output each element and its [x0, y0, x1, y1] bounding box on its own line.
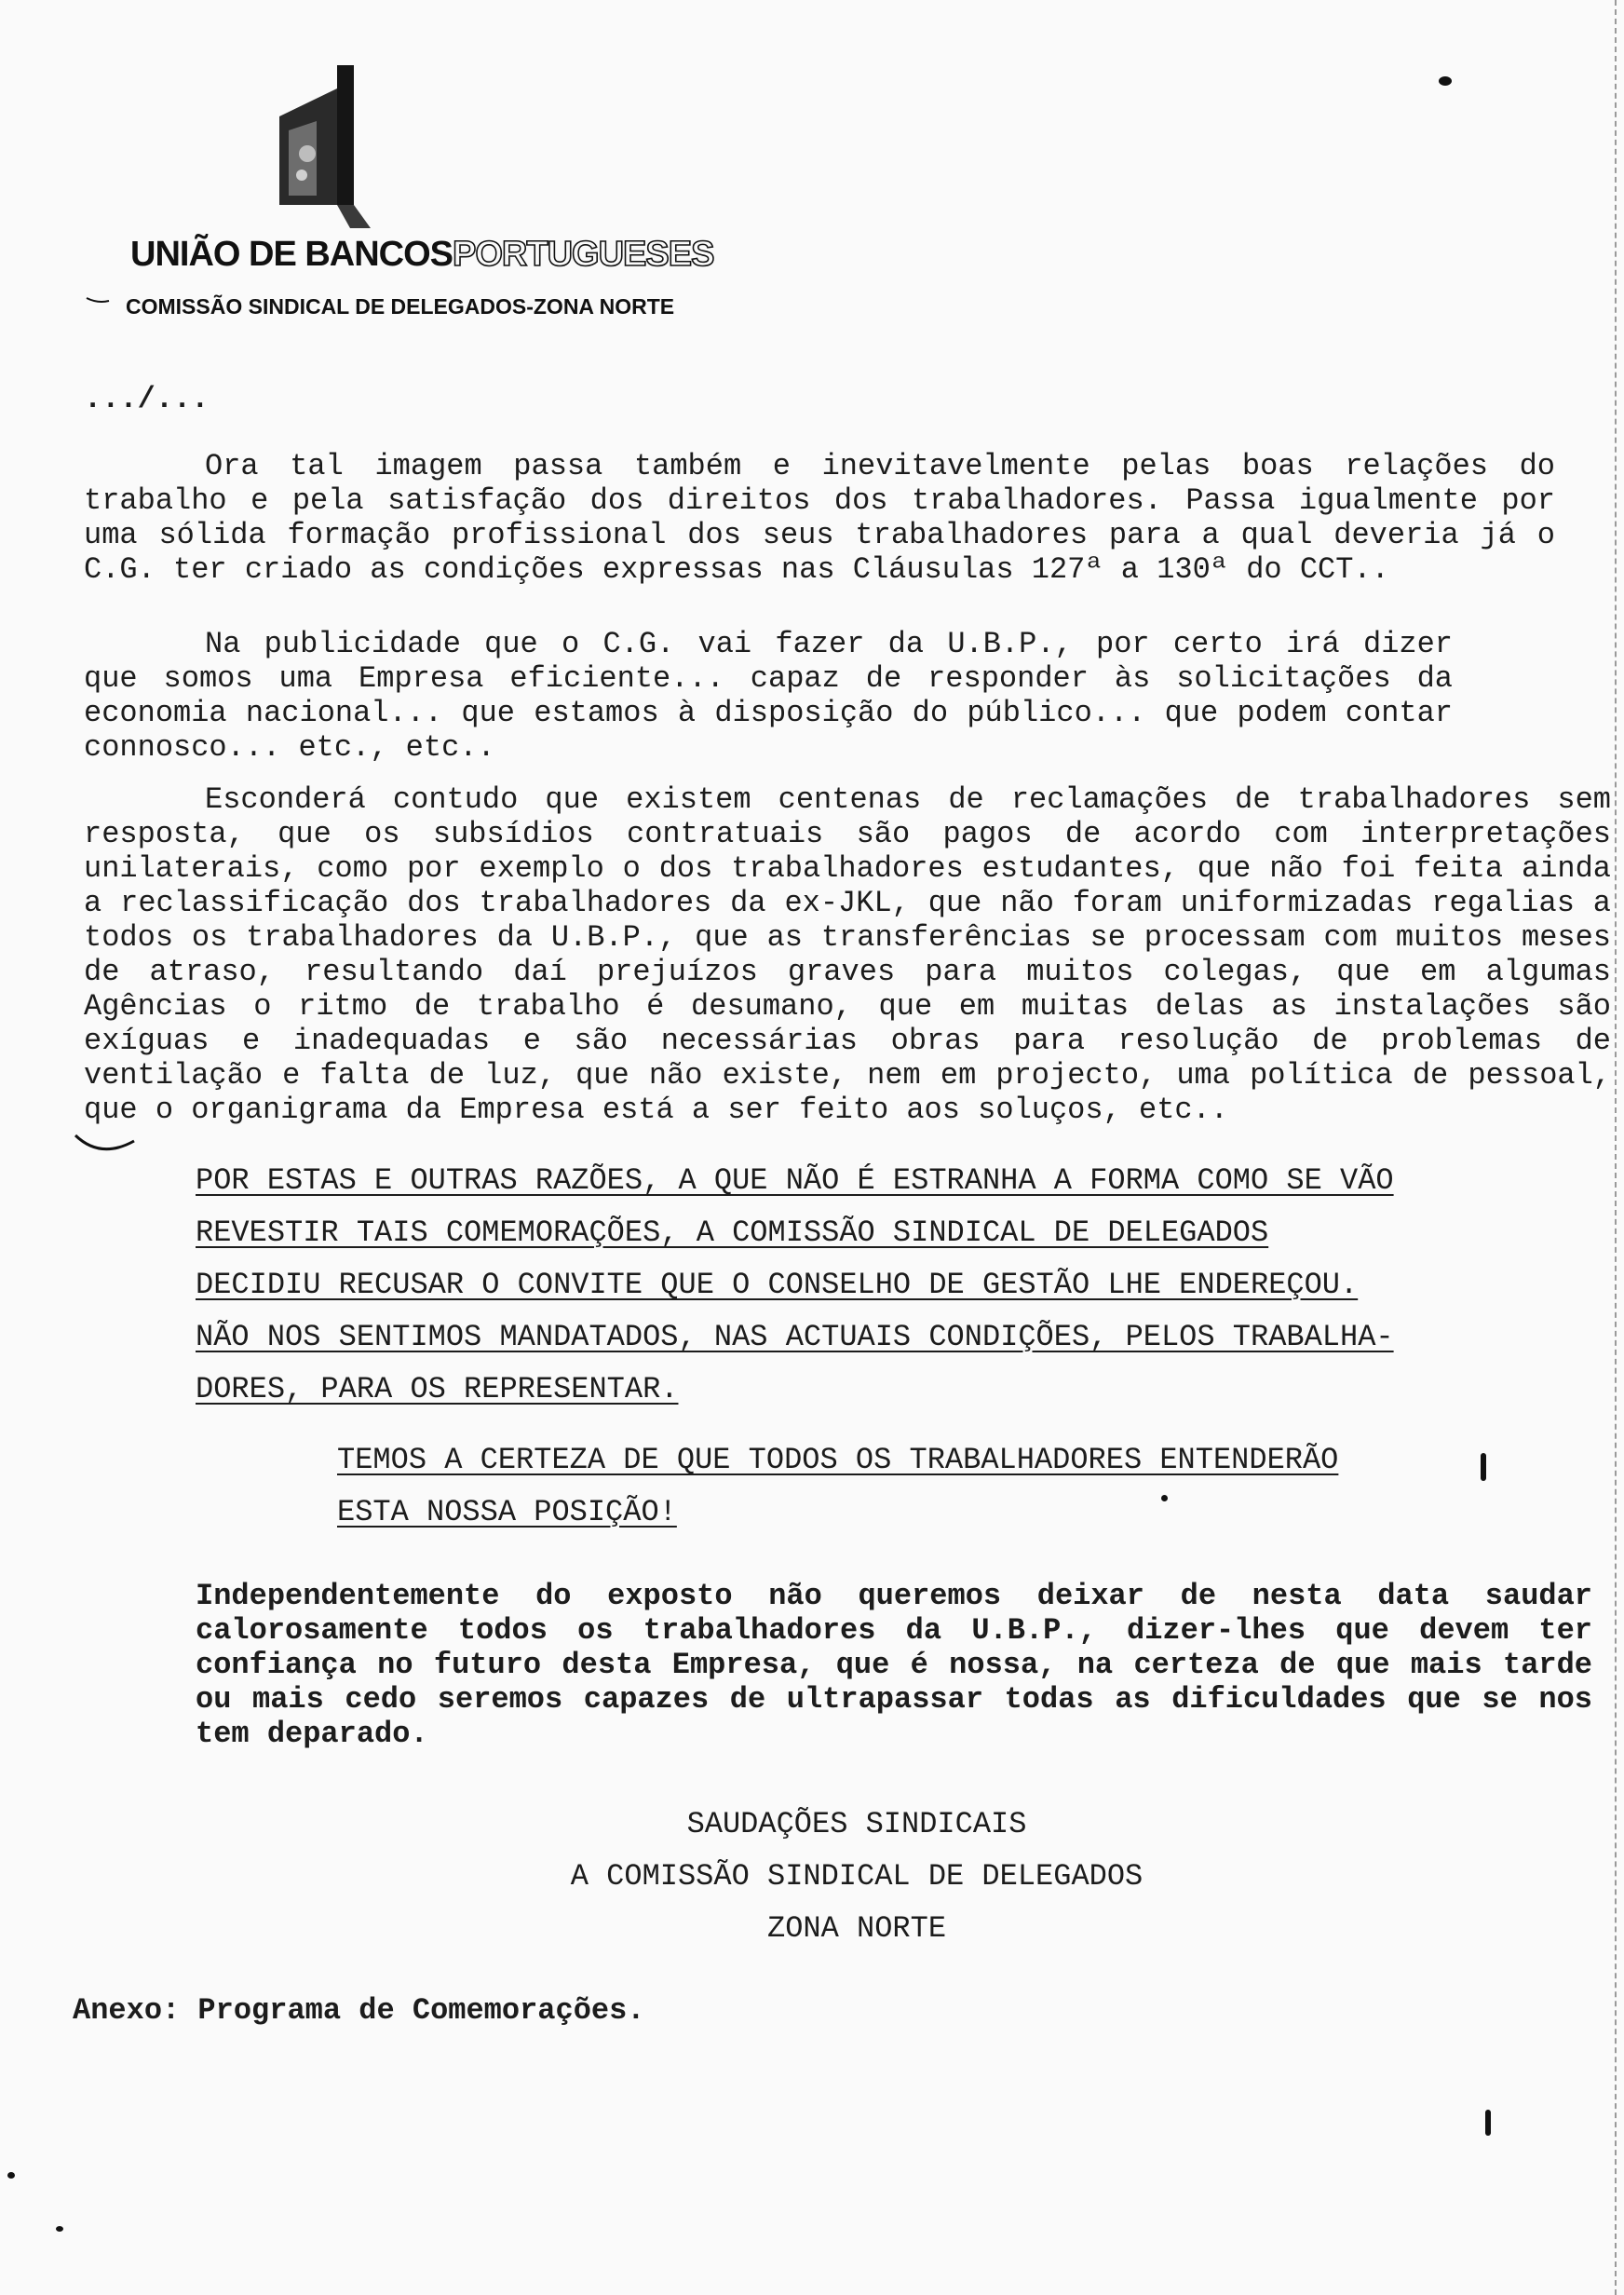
certainty-line: TEMOS A CERTEZA DE QUE TODOS OS TRABALHADORES ENTENDERÃO	[337, 1443, 1339, 1477]
decision-line: NÃO NOS SENTIMOS MANDATADOS, NAS ACTUAIS CONDIÇÕES, PELOS TRABALHA-	[196, 1320, 1394, 1354]
bank-name-outline: PORTUGUESES	[453, 235, 714, 274]
signature-greeting: SAUDAÇÕES SINDICAIS	[686, 1807, 1027, 1841]
committee-name: COMISSÃO SINDICAL DE DELEGADOS-ZONA NORTE	[126, 294, 675, 319]
bank-name	[130, 235, 713, 275]
decision-line: DORES, PARA OS REPRESENTAR.	[196, 1372, 679, 1406]
scan-speck	[1485, 2110, 1491, 2136]
margin-mark-icon	[73, 1132, 138, 1158]
certainty-statement	[337, 1434, 1548, 1539]
scan-speck	[56, 2226, 63, 2232]
decision-line: REVESTIR TAIS COMEMORAÇÕES, A COMISSÃO SINDICAL DE DELEGADOS	[196, 1215, 1269, 1250]
bank-name-bold: UNIÃO DE BANCOS	[130, 235, 453, 274]
annex-note: Anexo: Programa de Comemorações.	[73, 1993, 645, 2028]
decision-line: POR ESTAS E OUTRAS RAZÕES, A QUE NÃO É ESTRANHA A FORMA COMO SE VÃO	[196, 1163, 1394, 1198]
closing-paragraph: Independentemente do exposto não queremos deixar de nesta data saudar calorosamente todos os trabalhadores da U.B.P., dizer-lhes que devem ter confiança no futuro desta Empresa, que é nossa, na certeza de que mais tarde ou mais cedo seremos capazes de ultrapassar todas as dificuldades que se nos tem deparado.	[196, 1579, 1592, 1751]
paragraph-2: Na publicidade que o C.G. vai fazer da U.B.P., por certo irá dizer que somos uma Empresa eficiente... capaz de responder às solicitações da economia nacional... que estamos à disposição do público... que podem contar connosco... etc., etc..	[84, 627, 1453, 765]
bank-logo-icon	[261, 65, 382, 228]
scan-speck	[1439, 76, 1452, 86]
dash-mark-icon	[86, 296, 110, 304]
continuation-mark: .../...	[84, 382, 210, 416]
paragraph-3: Esconderá contudo que existem centenas de reclamações de trabalhadores sem resposta, que os subsídios contratuais são pagos de acordo com interpretações unilaterais, como por exemplo o dos trabalhadores estudantes, que não foi feita ainda a reclassificação dos trabalhadores da ex-JKL, que não foram uniformizadas regalias a todos os trabalhadores da U.B.P., que as transferências se processam com muitos meses de atraso, resultando daí prejuízos graves para muitos colegas, que em algumas Agências o ritmo de trabalho é desumano, que em muitas delas as instalações são exíguas e inadequadas e são necessárias obras para resolução de problemas de ventilação e falta de luz, que não existe, nem em projecto, uma política de pessoal, que o organigrama da Empresa está a ser feito aos soluços, etc..	[84, 782, 1611, 1127]
decision-statement	[196, 1155, 1555, 1416]
decision-line: DECIDIU RECUSAR O CONVITE QUE O CONSELHO DE GESTÃO LHE ENDEREÇOU.	[196, 1268, 1359, 1302]
signature-sender: A COMISSÃO SINDICAL DE DELEGADOS	[570, 1859, 1144, 1894]
certainty-line: ESTA NOSSA POSIÇÃO!	[337, 1495, 677, 1529]
paragraph-1: Ora tal imagem passa também e inevitavelmente pelas boas relações do trabalho e pela satisfação dos direitos dos trabalhadores. Passa igualmente por uma sólida formação profissional dos seus trabalhadores para a qual deveria já o C.G. ter criado as condições expressas nas Cláusulas 127ª a 130ª do CCT..	[84, 449, 1555, 587]
scan-speck	[7, 2172, 15, 2179]
page-edge	[1615, 0, 1617, 2295]
signature-zone: ZONA NORTE	[766, 1911, 947, 1946]
